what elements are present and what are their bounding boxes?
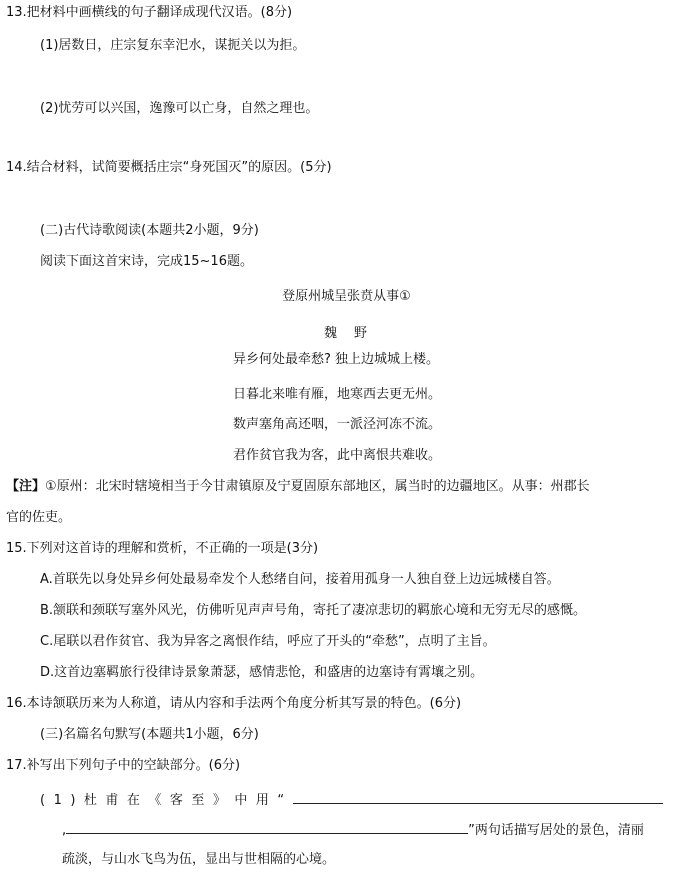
poem-line-1: 异乡何处最牵愁? 独上边城城上楼。 xyxy=(233,352,440,367)
note-line-1 xyxy=(6,477,590,497)
poem-author: 魏 野 xyxy=(324,326,370,341)
section2-heading: (二)古代诗歌阅读(本题共2小题，9分) xyxy=(40,223,259,238)
q14-title: 14.结合材料，试简要概括庄宗“身死国灭”的原因。(5分) xyxy=(6,160,332,175)
q17-part1-line-1 xyxy=(40,789,663,811)
q13-sentence-2: (2)忧劳可以兴国，逸豫可以亡身，自然之理也。 xyxy=(40,101,319,116)
q15-option-a: A.首联先以身处异乡何处最易牵发个人愁绪自问，接着用孤身一人独自登上边远城楼自答。 xyxy=(40,572,560,587)
q15-title: 15.下列对这首诗的理解和赏析，不正确的一项是(3分) xyxy=(6,541,319,556)
note-label: 【注】 xyxy=(6,479,46,494)
q16-title: 16.本诗颔联历来为人称道，请从内容和手法两个角度分析其写景的特色。(6分) xyxy=(6,696,462,711)
section2-instruction: 阅读下面这首宋诗，完成15~16题。 xyxy=(40,254,253,269)
poem-title: 登原州城呈张贲从事① xyxy=(282,289,411,304)
q15-option-c: C.尾联以君作贫官、我为异客之离恨作结，呼应了开头的“牵愁”，点明了主旨。 xyxy=(40,634,496,649)
q15-option-b: B.颔联和颈联写塞外风光，仿佛听见声声号角，寄托了凄凉悲切的羁旅心境和无穷无尽的感慨。 xyxy=(40,603,587,618)
q17-part1-comma: , xyxy=(62,823,67,838)
q17-part1-suffix: ”两句话描写居处的景色，清丽 xyxy=(468,823,644,838)
poem-line-3: 数声塞角高还咽，一派泾河冻不流。 xyxy=(233,417,442,432)
q15-option-d: D.这首边塞羁旅行役律诗景象萧瑟，感情悲怆，和盛唐的边塞诗有霄壤之别。 xyxy=(40,665,484,680)
q13-title: 13.把材料中画横线的句子翻译成现代汉语。(8分) xyxy=(6,5,293,20)
poem-line-2: 日暮北来唯有雁，地寒西去更无州。 xyxy=(233,387,442,402)
q17-part1-prefix: (1)杜甫在《客至》中用“ xyxy=(40,793,293,808)
section3-heading: (三)名篇名句默写(本题共1小题，6分) xyxy=(40,727,259,742)
poem-line-4: 君作贫官我为客，此中离恨共难收。 xyxy=(233,448,442,463)
q17-part1-line-2 xyxy=(62,819,644,841)
q17-blank-2[interactable] xyxy=(66,819,468,834)
q17-part1-line-3: 疏淡，与山水飞鸟为伍，显出与世相隔的心境。 xyxy=(62,852,336,867)
note-text-1: ①原州：北宋时辖境相当于今甘肃镇原及宁夏固原东部地区，属当时的边疆地区。从事：州郡长 xyxy=(45,479,590,494)
q17-title: 17.补写出下列句子中的空缺部分。(6分) xyxy=(6,758,241,773)
q13-sentence-1: (1)居数日，庄宗复东幸汜水，谋扼关以为拒。 xyxy=(40,38,306,53)
q17-blank-1[interactable] xyxy=(293,789,663,804)
note-line-2: 官的佐吏。 xyxy=(6,510,72,525)
